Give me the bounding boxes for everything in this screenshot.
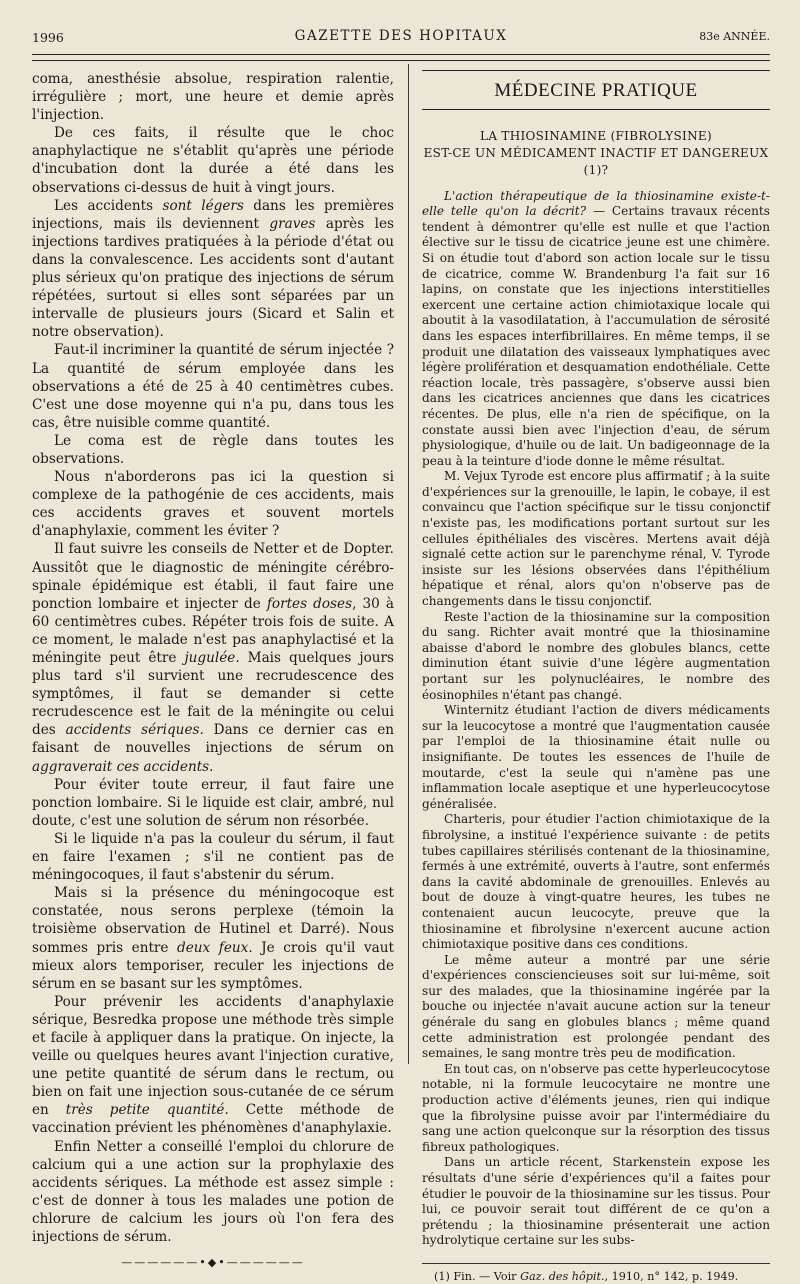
emphasis: Gaz. des hôpit. (520, 1269, 605, 1283)
header-rule-thin (32, 60, 770, 61)
page-number: 1996 (32, 30, 64, 45)
text-run: . Mais quelques jours plus tard s'il survient une recrudescence des symptômes, il faut se demander si cette recrudescence est le fait de la méningite ou celui des (32, 650, 395, 739)
paragraph: coma, anesthésie absolue, respiration ralentie, irrégulière ; mort, une heure et demie après l'injection. (32, 71, 394, 124)
emphasis: L'action thérapeutique de la thiosinamine existe-t-elle telle qu'on la décrit? (422, 188, 770, 219)
article-title-line: LA THIOSINAMINE (FIBROLYSINE) (480, 128, 712, 143)
text-run: Pour prévenir les accidents d'anaphylaxie sérique, Besredka propose une méthode très simple et facile à appliquer dans la pratique. On injecte, la veille ou quelques heures avant l'injection curative, une petite quantité de sérum dans le rectum, ou bien on fait une injection sous-cutanée de ce sérum en (32, 993, 394, 1119)
paragraph: Le coma est de règle dans toutes les observations. (32, 432, 394, 467)
text-run: Il faut suivre les conseils de Netter et de Dopter. Aussitôt que le diagnostic de méningite cérébro-spinale épidémique est établi, il faut faire une ponction lombaire et injecter de (32, 541, 394, 612)
text-run: — Certains travaux récents tendent à démontrer qu'elle est nulle et que l'action élective sur le tissu de cicatrice jeune est une chimère. Si on étudie tout d'abord son action locale sur le tissu de cicatrice, comme W. Brandenburg l'a fait sur 16 lapins, on constate que les injections interstitielles exercent une certaine action chimiotaxique locale qui aboutit à la vasodilatation, à l'accumulation de sérosité dans les espaces interfibrillaires. En même temps, il se produit une dilatation des vaisseaux lymphatiques avec légère prolifération et desquamation endothéliale. Cette réaction locale, très passagère, s'observe aussi bien dans les cicatrices anciennes que dans les cicatrices récentes. De plus, elle n'a rien de spécifique, on la constate aussi bien avec l'injection d'eau, de sérum physiologique, d'huile ou de lait. Un badigeonnage de la peau à la teinture d'iode donne le même résultat. (422, 204, 770, 468)
text-run: dans les premières injections, mais ils deviennent (32, 197, 395, 232)
column-divider (408, 64, 409, 1064)
emphasis: aggraverait ces accidents (32, 758, 210, 775)
paragraph: M. Vejux Tyrode est encore plus affirmatif ; à la suite d'expériences sur la grenouille, le lapin, le cobaye, il est convaincu que l'action spécifique sur le tissu conjonctif n'existe pas, les modifications portant surtout sur les cellules épithéliales des viscères. Mertens avait déjà signalé cette action sur le parenchyme rénal, V. Tyrode insiste sur les lésions observées dans l'épithélium hépatique et rénal, alors qu'on n'observe pas de changements dans le tissu conjonctif. (422, 469, 771, 609)
right-column (422, 70, 770, 1284)
paragraph (32, 540, 394, 775)
paragraph: Dans un article récent, Starkenstein expose les résultats d'une série d'expériences qu'il a faites pour étudier le pouvoir de la thiosinamine sur les tissus. Pour lui, ce pouvoir serait tout différent de ce qu'on a prétendu ; la thiosinamine présenterait une action hydrolytique certaine sur les subs- (422, 1155, 770, 1248)
emphasis: deux feux (177, 939, 249, 956)
emphasis: sont légers (162, 197, 244, 214)
paragraph: Charteris, pour étudier l'action chimiotaxique de la fibrolysine, a institué l'expérience suivante : de petits tubes capillaires stérilisés contenant de la thiosinamine, fermés à une extrémité, ouverts à l'autre, sont enfermés dans la cavité abdominale de grenouilles. Enlevés au bout de douze à vingt-quatre heures, les tubes ne contenaient aucun leucocyte, preuve que la thiosinamine et fibrolysine n'exercent aucune action chimiotaxique positive dans ces conditions. (422, 812, 770, 952)
text-run: Mais si la présence du méningocoque est constatée, nous serons perplexe (témoin la troisième observation de Hutinel et Darré). Nous sommes pris entre (32, 885, 394, 956)
emphasis: jugulée (184, 650, 236, 666)
text-run: , 30 à 60 centimètres cubes. Répéter trois fois de suite. A ce moment, le malade n'est pas anaphylactisé et la méningite peut être (32, 595, 394, 666)
left-column (32, 70, 394, 1272)
paragraph: Winternitz étudiant l'action de divers médicaments sur la leucocytose a montré que l'augmentation causée par l'emploi de la thiosinamine était nulle ou insignifiante. De toutes les essences de l'huile de moutarde, c'est la seule qui n'amène pas une inflammation locale aseptique et une hyperleucocytose généralisée. (422, 703, 770, 811)
paragraph: Le même auteur a montré par une série d'expériences consciencieuses soit sur lui-même, soit sur des malades, que la thiosinamine ingérée par la bouche ou injectée n'avait aucune action sur la teneur générale du sang en globules blancs ; même quand cette administration est prolongée pendant des semaines, le sang montre très peu de modification. (422, 952, 770, 1061)
text-run: , 1910, n° 142, p. 1949. (604, 1269, 739, 1283)
year-label: 83e ANNÉE. (699, 30, 770, 43)
footnote (422, 1270, 770, 1284)
footnote-rule (422, 1263, 770, 1264)
emphasis: très petite quantité (65, 1102, 225, 1119)
emphasis: fortes doses (266, 595, 353, 612)
text-run: (1) Fin. — Voir (434, 1269, 521, 1283)
paragraph (422, 189, 770, 470)
article-title (422, 128, 770, 179)
paragraph: Pour éviter toute erreur, il faut faire une ponction lombaire. Si le liquide est clair, ambré, nul doute, c'est une solution de sérum non résorbée. (32, 776, 394, 829)
emphasis: accidents sériques (65, 722, 200, 739)
text-run: . Dans ce dernier cas en faisant de nouvelles injections de sérum on (32, 722, 394, 757)
paragraph (32, 197, 394, 342)
journal-title: GAZETTE DES HOPITAUX (294, 28, 508, 44)
header-rule (32, 54, 770, 55)
emphasis: graves (269, 215, 316, 232)
running-head (32, 26, 770, 48)
text-run: Les accidents (54, 197, 163, 214)
paragraph (32, 993, 394, 1138)
text-run: après les injections tardives pratiquées à la période d'état ou dans la convalescence. Les accidents sont d'autant plus sérieux qu'on pratique des injections de sérum répétées, surtout si elles sont séparées par un intervalle de plusieurs jours (Sicard et Salin et notre observation). (32, 215, 394, 341)
paragraph: Nous n'aborderons pas ici la question si complexe de la pathogénie de ces accidents, mais ces accidents graves et souvent mortels d'anaphylaxie, comment les éviter ? (32, 469, 394, 540)
text-run: . (209, 758, 214, 775)
article-title-line: EST-CE UN MÉDICAMENT INACTIF ET DANGEREUX (1)? (423, 145, 769, 177)
paragraph: De ces faits, il résulte que le choc anaphylactique ne s'établit qu'après une période d'incubation dont la durée a été dans les observations ci-dessus de huit à vingt jours. (32, 125, 394, 196)
paragraph: Si le liquide n'a pas la couleur du sérum, il faut en faire l'examen ; s'il ne contient pas de méningocoques, il faut s'abstenir du sérum. (32, 830, 394, 884)
paragraph: En tout cas, on n'observe pas cette hyperleucocytose notable, ni la formule leucocytaire ne montre une production active d'éléments jeunes, rien qui indique que la fibrolysine puisse avoir par l'intermédiaire du sang une action quelconque sur la résorption des tissus fibreux pathologiques. (422, 1061, 770, 1154)
fleuron-divider: ——————•◆•—————— (121, 1256, 305, 1270)
paragraph: Faut-il incriminer la quantité de sérum injectée ? La quantité de sérum employée dans les observations a été de 25 à 40 centimètres cubes. C'est une dose moyenne qui n'a pu, dans tous les cas, être nuisible comme quantité. (32, 342, 394, 431)
paragraph: Enfin Netter a conseillé l'emploi du chlorure de calcium qui a une action sur la prophylaxie des accidents sériques. La méthode est assez simple : c'est de donner à tous les malades une potion de chlorure de calcium les jours où l'on fera des injections de sérum. (32, 1138, 394, 1245)
text-run: . Cette méthode de vaccination prévient les phénomènes d'anaphylaxie. (32, 1102, 395, 1137)
text-run: . Je crois qu'il vaut mieux alors temporiser, reculer les injections de sérum en se basant sur les symptômes. (32, 939, 394, 992)
paragraph (32, 884, 394, 993)
section-title: MÉDECINE PRATIQUE (422, 70, 770, 110)
paragraph: Reste l'action de la thiosinamine sur la composition du sang. Richter avait montré que la thiosinamine abaisse d'abord le nombre des globules blancs, cette diminution étant suivie d'une légère augmentation portant sur les polynucléaires, le nombre des éosinophiles n'étant pas changé. (422, 609, 770, 702)
